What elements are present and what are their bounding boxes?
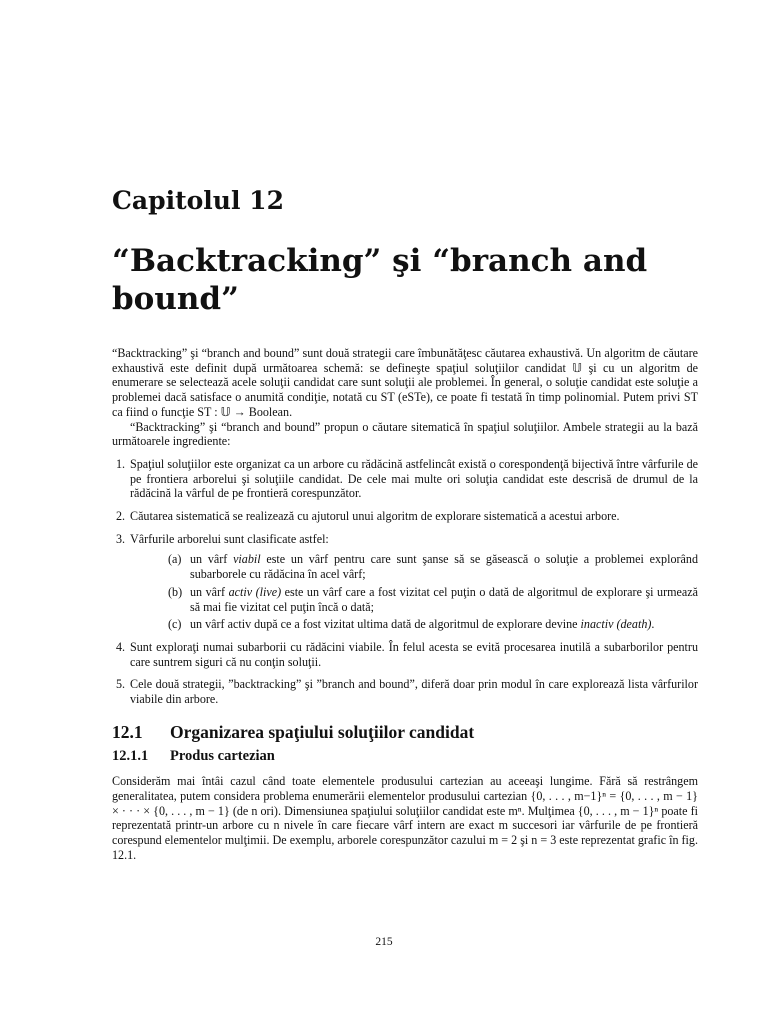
list-item	[112, 677, 698, 706]
list-item-number: 3.	[116, 531, 126, 546]
section-heading	[112, 721, 698, 742]
list-item-number: 4.	[116, 639, 126, 654]
subsection-paragraph: Considerăm mai întâi cazul când toate elementele produsului cartezian au aceeaşi lungime. Fără să restrângem generalitatea, putem considera problema enumerării elementelor produsului cartezian {0, . . . , m−1}ⁿ = {0, . . . , m − 1} × · · · × {0, . . . , m − 1} (de n ori). Dimensiunea spaţiului soluţiilor candidat este mⁿ. Mulţimea {0, . . . , m − 1}ⁿ poate fi reprezentată printr-un arbore cu n nivele în care fiecare vârf intern are exact m succesori iar vârfurile de pe frontieră corespund elementelor mulţimii. De exemplu, arborele corespunzător cazului m = 2 şi n = 3 este reprezentat grafic în fig. 12.1.	[112, 774, 698, 862]
subsection-number: 12.1.1	[112, 748, 149, 765]
list-item	[112, 532, 698, 632]
sublist-text: un vârf	[190, 552, 234, 567]
list-item-text: Vârfurile arborelui sunt clasificate astfel:	[130, 531, 329, 546]
term-activ: activ (live)	[228, 584, 282, 599]
body-text	[112, 346, 698, 862]
sublist-text: este un vârf care a fost vizitat cel puţin o dată de algoritmul de explorare şi urmează să mai fie vizitat cel puţin încă o dată;	[190, 584, 698, 614]
list-item	[112, 640, 698, 669]
chapter-label: Capitolul 12	[112, 186, 284, 215]
section-number: 12.1	[112, 721, 143, 742]
sublist-text: un vârf activ după ce a fost vizitat ultima dată de algoritmul de explorare devine	[190, 617, 581, 632]
list-item-text: Sunt exploraţi numai subarborii cu rădăcini viabile. În felul acesta se evită procesarea inutilă a subarborilor pentru care suntrem siguri că nu conţin soluţii.	[130, 639, 698, 669]
list-item-text: Căutarea sistematică se realizează cu ajutorul unui algoritm de explorare sistematică a acestui arbore.	[130, 509, 620, 524]
list-item-number: 5.	[116, 677, 126, 692]
sublist-text: este un vârf pentru care sunt şanse să se găsească o soluţie a problemei explorând subarborele cu rădăcina în acel vârf;	[190, 552, 698, 582]
term-inactiv: inactiv (death)	[580, 617, 652, 632]
subsection-heading	[112, 749, 698, 764]
sublist-item-number: (c)	[168, 617, 182, 632]
list-item	[112, 457, 698, 501]
intro-paragraph-1: “Backtracking” şi “branch and bound” sunt două strategii care îmbunătăţesc căutarea exhaustivă. Un algoritm de căutare exhaustivă este definit după următoarea schemă: se defineşte spaţiul soluţiilor candidat 𝕌 şi cu un algoritm de enumerare se selectează acele soluţii candidat care sunt soluţii ale problemei. În general, o soluţie candidat este soluţie a problemei dacă satisface o anumită condiţie, notată cu ST (eSTe), ce poate fi testată în timp polinomial. Putem privi ST ca fiind o funcţie ST : 𝕌 → Boolean.	[112, 346, 698, 419]
sublist-item	[168, 552, 698, 581]
list-item-text: Cele două strategii, ”backtracking” şi ”branch and bound”, diferă doar prin modul în care explorează lista vârfurilor viabile din arbore.	[130, 677, 698, 707]
term-viabil: viabil	[233, 552, 261, 567]
subsection-title: Produs cartezian	[170, 748, 275, 765]
sublist-item	[168, 585, 698, 614]
sublist-text: un vârf	[190, 584, 229, 599]
vertex-classification-list	[130, 552, 698, 632]
sublist-item-number: (b)	[168, 584, 183, 599]
list-item	[112, 509, 698, 524]
list-item-number: 2.	[116, 509, 126, 524]
sublist-item	[168, 617, 698, 632]
ingredients-list	[112, 457, 698, 707]
page-number: 215	[375, 936, 393, 948]
sublist-text: .	[651, 617, 655, 632]
list-item-number: 1.	[116, 456, 126, 471]
chapter-title: “Backtracking” şi “branch and bound”	[112, 243, 648, 317]
section-title: Organizarea spaţiului soluţiilor candidat	[170, 721, 475, 742]
sublist-item-number: (a)	[168, 552, 182, 567]
intro-paragraph-2: “Backtracking” şi “branch and bound” propun o căutare sitematică în spaţiul soluţiilor. Ambele strategii au la bază următoarele ingrediente:	[112, 419, 698, 449]
list-item-text: Spaţiul soluţiilor este organizat ca un arbore cu rădăcină astfelincât există o corespondenţă bijectivă între vârfurile de pe frontiera arborelui şi soluţiile candidat. De cele mai multe ori soluţia candidat este descrisă de drumul de la rădăcină la vârful de pe frontieră corespunzător.	[130, 456, 698, 501]
